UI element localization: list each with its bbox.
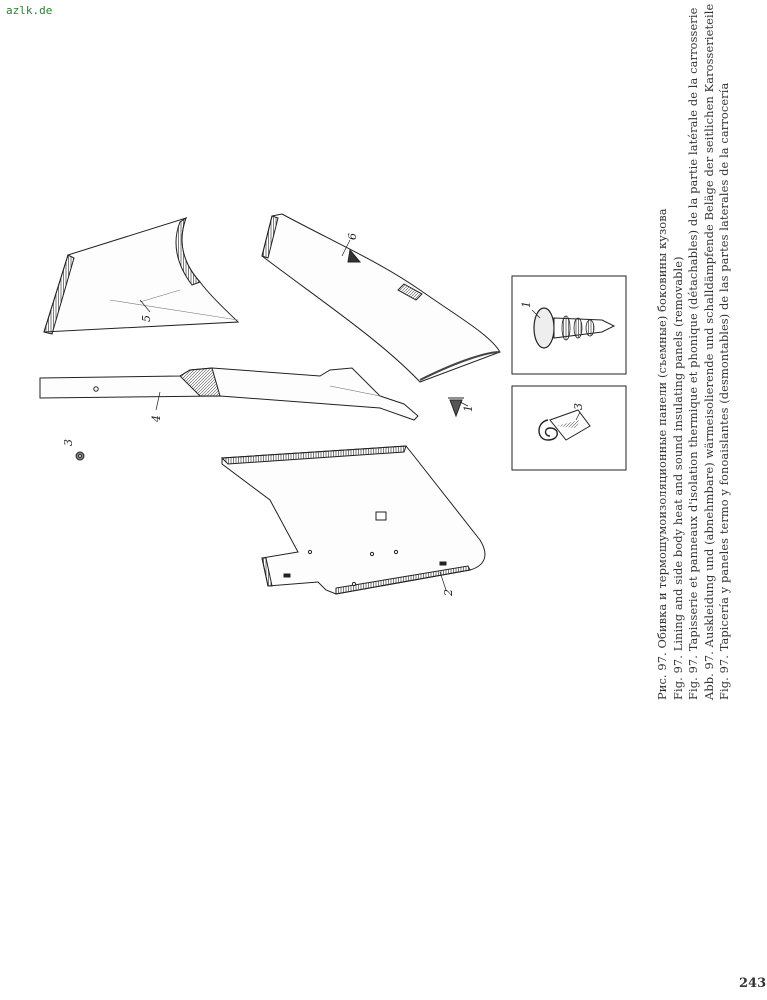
inset-box-spring	[512, 386, 626, 470]
callout-2: 2	[442, 589, 455, 596]
callout-4: 4	[150, 415, 163, 422]
panel-2	[222, 446, 485, 594]
inset-callout-1: 1	[520, 301, 533, 308]
panel-6	[262, 214, 500, 382]
callout-3: 3	[62, 439, 75, 446]
panel-4	[40, 368, 418, 420]
inset-callout-3: 3	[572, 403, 585, 410]
caption-fr: Fig. 97. Tapisserie et panneaux d'isolation thermique et phonique (détachables) de la partie latérale de la carrosserie	[686, 7, 701, 700]
callout-5: 5	[140, 315, 153, 322]
watermark: azlk.de	[6, 4, 53, 17]
page-number: 243	[739, 976, 767, 991]
caption-ru: Рис. 97. Обивка и термошумоизоляционные панели (съемные) боковины кузова	[655, 208, 669, 700]
inset-box-clip	[512, 276, 626, 374]
caption-en: Fig. 97. Lining and side body heat and sound insulating panels (removable)	[670, 256, 685, 700]
nut-3	[76, 452, 84, 460]
callout-6: 6	[346, 233, 359, 240]
callout-1: 1	[462, 405, 475, 412]
caption-es: Fig. 97. Tapicería y paneles termo y fonoaislantes (desmontables) de las partes laterales de la carrocería	[717, 82, 732, 700]
caption-de: Abb. 97. Auskleidung und (abnehmbare) wärmeisolierende und schalldämpfende Beläge der seitlichen Karosserieteile	[701, 3, 716, 700]
figure-captions	[655, 0, 735, 700]
